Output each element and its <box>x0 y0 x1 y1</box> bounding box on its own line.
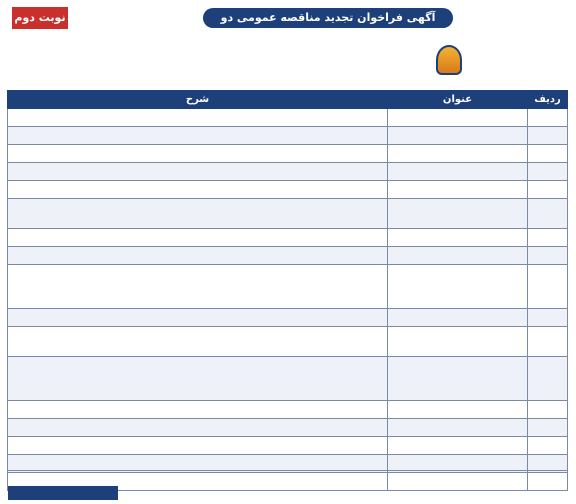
row-title <box>388 127 528 145</box>
company-logo <box>436 34 566 86</box>
row-title <box>388 145 528 163</box>
row-desc <box>8 199 388 229</box>
footer-badge <box>8 486 118 500</box>
table-header-row <box>8 91 568 109</box>
row-num <box>528 199 568 229</box>
row-num <box>528 127 568 145</box>
row-num <box>528 265 568 309</box>
table-row <box>8 309 568 327</box>
table-row <box>8 357 568 401</box>
row-title <box>388 401 528 419</box>
row-desc <box>8 327 388 357</box>
row-title <box>388 247 528 265</box>
row-desc <box>8 265 388 309</box>
row-title <box>388 163 528 181</box>
row-title <box>388 437 528 455</box>
footer <box>8 470 568 500</box>
row-desc <box>8 357 388 401</box>
table-body <box>8 109 568 491</box>
table-row <box>8 109 568 127</box>
row-desc <box>8 127 388 145</box>
row-title <box>388 419 528 437</box>
table-row <box>8 437 568 455</box>
notice-title: آگهی فراخوان تجدید مناقصه عمومی دو مرحله‌ای <box>203 8 453 28</box>
logo-flame-icon <box>436 45 462 75</box>
row-desc <box>8 419 388 437</box>
row-title <box>388 229 528 247</box>
table-row <box>8 327 568 357</box>
col-header-desc: شرح <box>8 91 388 109</box>
row-desc <box>8 247 388 265</box>
table-row <box>8 229 568 247</box>
row-num <box>528 437 568 455</box>
row-title <box>388 357 528 401</box>
intro-text <box>12 34 428 88</box>
col-header-title: عنوان <box>388 91 528 109</box>
row-num <box>528 247 568 265</box>
row-desc <box>8 163 388 181</box>
row-title <box>388 265 528 309</box>
row-num <box>528 357 568 401</box>
tender-details-table <box>7 90 568 491</box>
row-desc <box>8 309 388 327</box>
table-row <box>8 265 568 309</box>
row-num <box>528 109 568 127</box>
row-num <box>528 309 568 327</box>
row-num <box>528 401 568 419</box>
row-title <box>388 327 528 357</box>
row-desc <box>8 401 388 419</box>
col-header-num: ردیف <box>528 91 568 109</box>
table-row <box>8 181 568 199</box>
row-title <box>388 199 528 229</box>
title-bar <box>8 4 568 44</box>
intro-section <box>8 34 568 88</box>
row-title <box>388 181 528 199</box>
table-row <box>8 419 568 437</box>
row-title <box>388 309 528 327</box>
row-desc <box>8 109 388 127</box>
row-num <box>528 229 568 247</box>
table-row <box>8 145 568 163</box>
row-num <box>528 327 568 357</box>
table-row <box>8 401 568 419</box>
row-num <box>528 181 568 199</box>
table-row <box>8 163 568 181</box>
table-row <box>8 247 568 265</box>
row-desc <box>8 145 388 163</box>
row-title <box>388 109 528 127</box>
row-num <box>528 419 568 437</box>
round-badge: نوبت دوم <box>12 7 68 29</box>
row-desc <box>8 437 388 455</box>
row-num <box>528 145 568 163</box>
row-desc <box>8 181 388 199</box>
table-row <box>8 199 568 229</box>
row-num <box>528 163 568 181</box>
table-row <box>8 127 568 145</box>
row-desc <box>8 229 388 247</box>
